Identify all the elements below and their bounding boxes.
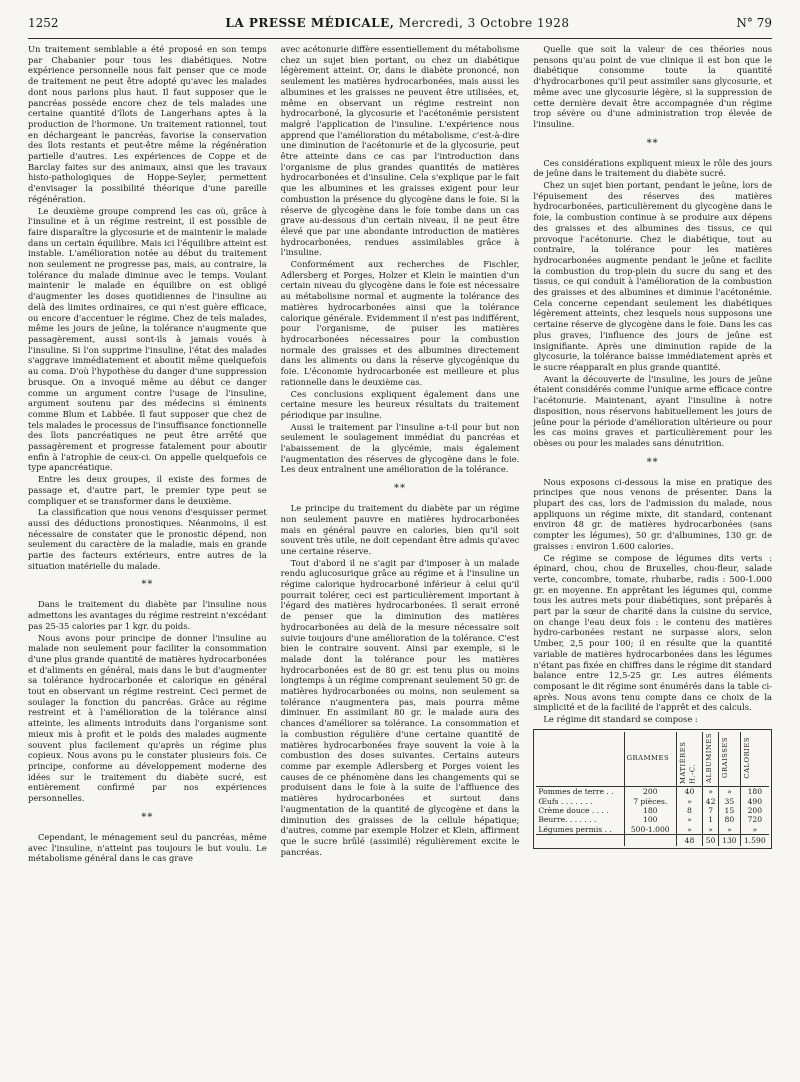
cell-food: Pommes de terre . . bbox=[538, 787, 614, 797]
section-separator: ** bbox=[646, 456, 659, 468]
diet-table bbox=[536, 732, 769, 846]
header-calories: CALORIES bbox=[740, 732, 769, 787]
cell-albumines: » bbox=[703, 825, 719, 835]
paragraph: Entre les deux groupes, il existe des formes de passage et, d'autre part, le premier type peut se compliquer et se transformer dans le deuxième. bbox=[28, 474, 267, 506]
table-row bbox=[536, 787, 769, 797]
cell-hc: » bbox=[676, 797, 702, 806]
cell-grammes: 100 bbox=[624, 815, 676, 824]
cell-food: Beurre. . . . . . . bbox=[538, 815, 597, 825]
paragraph: Ces considérations expliquent mieux le rôle des jours de jeûne dans le traitement du diabète sucré. bbox=[533, 157, 773, 179]
header-graisses: GRAISSES bbox=[719, 732, 740, 787]
cell-graisses: » bbox=[719, 825, 740, 835]
table-header-row bbox=[536, 732, 769, 787]
section-separator: ** bbox=[394, 483, 406, 495]
paragraph: avec acétonurie diffère essentiellement du métabolisme chez un sujet bien portant, ou chez un diabétique légèrement atteint. Or, dans le diabète prononcé, non seulement les matières hydrocarbonées, mais aussi les albumines et les graisses ne peuvent être utilisées, et, même en observant un régime restreint non hydrocarboné, la glycosurie et l'acétonémie persistent malgré l'application de l'insuline. L'expérience nous apprend que l'amélioration du métabolisme, c'est-à-dire une diminution de l'acétonurie et de la glycosurie, peut être atteinte dans ce cas par l'introduction dans l'organisme de plus grandes quantités de matières hydrocarbonées et d'insuline. Cela s'explique par le fait que les albumines et les graisses exigent pour leur combustion la présence du glycogène dans le foie. Si la réserve de glycogène dans le foie tombe dans un cas grave au-dessous d'un certain niveau, il ne peut être élevé que par une abondante introduction de matières hydrocarbonées, rendues assimilables grâce à l'insuline. bbox=[280, 44, 520, 258]
header-hc: MATIÈRES H.-C. bbox=[676, 732, 702, 787]
cell-hc: 40 bbox=[676, 787, 702, 797]
issue-date: Mercredi, 3 Octobre 1928 bbox=[398, 16, 570, 30]
cell-graisses: 80 bbox=[719, 815, 740, 824]
table-row bbox=[536, 815, 769, 824]
cell-grammes: 7 pièces. bbox=[624, 797, 676, 806]
paragraph: Chez un sujet bien portant, pendant le jeûne, lors de l'épuisement des réserves des matières hydrocarbonées, particulièrement du glycogène dans le foie, la combustion continue à se produire aux dépens des graisses et des albumines des tissus, ce qui provoque l'acétonurie. Chez le diabétique, tout au contraire, la tolérance pour les matières hydrocarbonées augmente pendant le jeûne et facilite la combustion du trop-plein du sucre du sang et des tissus, ce qui conduit à l'amélioration de la combustion des graisses et des albumines et diminue l'acétonémie. Cela concerne cependant seulement les diabétiques légèrement atteints, chez lesquels nous supposons une certaine réserve de glycogène dans le foie. Dans les cas plus graves, l'influence des jours de jeûne est insignifiante. Après une diminution rapide de la glycosurie, la tolérance baisse immédiatement après et le sucre réapparaît en plus grande quantité. bbox=[533, 180, 773, 372]
total-hc: 48 bbox=[676, 835, 702, 846]
header-food bbox=[536, 732, 624, 787]
running-head bbox=[225, 16, 569, 30]
column-1 bbox=[28, 44, 267, 1072]
cell-albumines: 42 bbox=[703, 797, 719, 806]
column-3 bbox=[533, 44, 772, 1072]
total-albumines: 50 bbox=[703, 835, 719, 846]
total-calories: 1.590 bbox=[740, 835, 769, 846]
paragraph: Avant la découverte de l'insuline, les jours de jeûne étaient considérés comme l'unique arme efficace contre l'acétonurie. Maintenant, ayant l'insuline à notre disposition, nous réservons habituellement les jours de jeûne pour la période d'amélioration ultérieure ou pour les cas moins graves et particulièrement pour les obèses ou pour les malades sans dénutrition. bbox=[533, 373, 773, 448]
section-separator: ** bbox=[141, 579, 154, 591]
cell-calories: » bbox=[740, 825, 769, 835]
cell-food: Légumes permis . . bbox=[538, 824, 612, 834]
header-rule bbox=[28, 38, 772, 39]
issue-number: N° 79 bbox=[736, 16, 772, 30]
paragraph: Tout d'abord il ne s'agit par d'imposer à un malade rendu aglucosurique grâce au régime et à l'insuline un régime calorique hydrocarboné inférieur à celui qu'il pourrait tolérer, ceci est particulièrement important à l'égard des matières hydrocarbonées. Il serait erroné de penser que la diminution des matières hydrocarbonées au delà de la mesure nécessaire soit suivie toujours d'une amélioration de la tolérance. C'est bien le contraire souvent. Ainsi par exemple, si le malade dont la tolérance pour les matières hydrocarbonées est de 80 gr. est tenu plus ou moins longtemps à un régime comprenant seulement 50 gr. de matières hydrocarbonées ou moins, non seulement sa tolérance n'augmentera pas, mais pourra même diminuer. En assimilant 80 gr. le malade aura des chances d'améliorer sa tolérance. La consommation et la combustion régulière d'une certaine quantité de matières hydrocarbonées fraye souvent la voie à la combustion des doses suivantes. Certains auteurs comme par exemple Adlersberg et Porges voient les causes de ce phénomène dans les changements qui se produisent dans le foie à la suite de l'affluence des matières hydrocarbonées et surtout dans l'augmentation de la quantité de glycogène et dans la diminution des graisses de la cellule hépatique; d'autres, comme par exemple Holzer et Klein, affirment que le sucre brûlé (assimilé) régulièrement excite le pancréas. bbox=[280, 557, 520, 857]
header-grammes: GRAMMES bbox=[624, 732, 676, 787]
paragraph: Conformément aux recherches de Fischler, Adlersberg et Porges, Holzer et Klein le maintien d'un certain niveau du glycogène dans le foie est nécessaire au métabolisme normal et augmente la tolérance des matières hydrocarbonées ainsi que la tolérance calorique générale. Evidemment il n'est pas indifférent, pour l'organisme, de puiser les matières hydrocarbonées nécessaires pour la combustion normale des graisses et des albumines directement dans les aliments ou dans la réserve glycogénique du foie. L'économie hydrocarbonée est meilleure et plus rationnelle dans le deuxième cas. bbox=[280, 259, 520, 387]
table-row bbox=[536, 797, 769, 806]
cell-hc: 8 bbox=[676, 806, 702, 815]
table-row bbox=[536, 825, 769, 835]
paragraph: Nous avons pour principe de donner l'insuline au malade non seulement pour faciliter la consommation d'une plus grande quantité de matières hydrocarbonées et d'aliments en général, mais dans le but d'augmenter sa tolérance hydrocarbonée et calorique en général tout en observant un régime restreint. Ceci permet de soulager la fonction du pancréas. Grâce au régime restreint et à l'amélioration de la tolérance ainsi atteinte, les aliments introduits dans l'organisme sont mieux mis à profit et le poids des malades augmente souvent plus facilement qu'après un régime plus copieux. Nous avons pu le constater plusieurs fois. Ce principe, conforme au développement moderne des idées sur le traitement du diabète sucré, est entièrement confirmé par nos expériences personnelles. bbox=[28, 632, 267, 804]
journal-title: LA PRESSE MÉDICALE, bbox=[225, 16, 395, 30]
cell-albumines: » bbox=[703, 787, 719, 797]
paragraph: Le principe du traitement du diabète par un régime non seulement pauvre en matières hydrocarbonées mais en général pauvre en calories, bien qu'il soit souvent très utile, ne doit cependant être admis qu'avec une certaine réserve. bbox=[280, 503, 520, 556]
cell-food: Œufs . . . . . . . bbox=[538, 796, 593, 806]
cell-calories: 490 bbox=[740, 797, 769, 806]
page-header bbox=[28, 16, 772, 38]
cell-graisses: » bbox=[719, 787, 740, 797]
paragraph: Le deuxième groupe comprend les cas où, grâce à l'insuline et à un régime restreint, il est possible de faire disparaître la glycosurie et de maintenir le malade dans un certain équilibre. Mais ici l'équilibre atteint est instable. L'amélioration notée au début du traitement non seulement ne progresse pas, mais, au contraire, la tolérance du malade diminue avec le temps. Voulant maintenir le malade en équilibre on est obligé d'augmenter les doses quotidiennes de l'insuline au delà des limites ordinaires, ce qui n'est guère efficace, ou encore d'accentuer le régime. Chez de tels malades, même les jours de jeûne, la tolérance n'augmente que passagèrement, aussi sont-ils à jamais voués à l'insuline. Si l'on supprime l'insuline, l'état des malades s'aggrave immédiatement et aboutit même quelquefois au coma. D'où l'hypothèse du danger d'une suppression brusque. On a invoqué même au début ce danger comme un argument contre l'usage de l'insuline, argument soutenu par des médecins si éminents comme Blum et Labbée. Il faut supposer que chez de tels malades le processus de l'insuffisance fonctionnelle des îlots pancréatiques ne peut être arrêté que passagèrement et progresse fatalement pour aboutir enfin à l'atrophie de ceux-ci. On appelle quelquefois ce type apancréatique. bbox=[28, 205, 267, 473]
cell-empty bbox=[624, 835, 676, 846]
table-total-row bbox=[536, 835, 769, 846]
section-separator: ** bbox=[141, 811, 154, 823]
paragraph: Un traitement semblable a été proposé en son temps par Chabanier pour tous les diabétiques. Notre expérience personnelle nous fait penser que ce mode de traitement ne peut être adopté qu'avec les malades dont nous parlons plus haut. Il faut supposer que le pancréas possède encore chez de tels malades une certaine quantité d'îlots de Langerhans aptes à la production de l'hormone. Un traitement rationnel, tout en déchargeant le pancréas, favorise la conservation des îlots restants et peut-être même la régénération partielle d'autres. Les expériences de Coppe et de Barclay faites sur des animaux, ainsi que les travaux histo-pathologiques de Hoppe-Seyler, permettent d'envisager la possibilité théorique d'une pareille régénération. bbox=[28, 44, 267, 204]
paragraph: Cependant, le ménagement seul du pancréas, même avec l'insuline, n'atteint pas toujours le but voulu. Le métabolisme général dans le cas grave bbox=[28, 831, 267, 864]
cell-graisses: 35 bbox=[719, 797, 740, 806]
paragraph: Ce régime se compose de légumes dits verts : épinard, chou, chou de Bruxelles, chou-fleur, salade verte, concombre, tomate, rhubarbe, radis : 500-1.000 gr. en moyenne. En apprêtant les légumes qui, comme tous les autres mets pour diabétiques, sont préparés à part par la sœur de charité dans la cuisine du service, on change l'eau deux fois : le contenu des matières hydro-carbonées restant ne surpasse alors, selon Umber, 2,5 pour 100; il en résulte que la quantité variable de matières hydrocarbonées dans les légumes n'étant pas fixée en chiffres dans le régime dit standard balance entre 12,5-25 gr. Les autres éléments composant le dit régime sont énumérés dans la table ci-après. Nous avons tenu compte dans ce choix de la simplicité et de la facilité de l'apprêt et des calculs. bbox=[533, 552, 773, 713]
diet-table-frame bbox=[533, 729, 772, 849]
cell-grammes: 180 bbox=[624, 806, 676, 815]
cell-calories: 720 bbox=[740, 815, 769, 824]
cell-empty bbox=[536, 835, 624, 846]
paragraph: Dans le traitement du diabète par l'insuline nous admettons les avantages du régime restreint n'excédant pas 25-35 calories par 1 kgr. du poids. bbox=[28, 599, 267, 631]
paragraph: Aussi le traitement par l'insuline a-t-il pour but non seulement le soulagement immédiat du pancréas et l'abaissement de la glycémie, mais également l'augmentation des réserves de glycogène dans le foie. Les deux entraînent une amélioration de la tolérance. bbox=[280, 421, 520, 475]
paragraph: Nous exposons ci-dessous la mise en pratique des principes que nous venons de présenter. Dans la plupart des cas, lors de l'admission du malade, nous appliquons un régime mixte, dit standard, contenant environ 48 gr. de matières hydrocarbonées (sans compter les légumes), 50 gr. d'albumines, 130 gr. de graisses : environ 1.600 calories. bbox=[533, 476, 773, 551]
section-separator: ** bbox=[646, 137, 659, 149]
cell-hc: » bbox=[676, 815, 702, 824]
paragraph: La classification que nous venons d'esquisser permet aussi des déductions pronostiques. Néanmoins, il est nécessaire de constater que le pronostic dépend, non seulement du caractère de la maladie, mais en grande partie des facteurs extérieurs, entre autres de la situation matérielle du malade. bbox=[28, 507, 267, 571]
text-columns bbox=[28, 44, 772, 1072]
cell-grammes: 500-1.000 bbox=[624, 825, 676, 835]
cell-food: Crème douce . . . . bbox=[538, 806, 609, 815]
header-albumines: ALBUMINES bbox=[703, 732, 719, 787]
cell-hc: » bbox=[676, 825, 702, 835]
total-graisses: 130 bbox=[719, 835, 740, 846]
paragraph: Le régime dit standard se compose : bbox=[543, 714, 698, 725]
cell-albumines: 1 bbox=[703, 815, 719, 824]
cell-calories: 180 bbox=[740, 787, 769, 797]
paragraph: Quelle que soit la valeur de ces théories nous pensons qu'au point de vue clinique il est bon que le diabétique consomme toute la quantité d'hydrocarbones qu'il peut assimiler sans glycosurie, et même avec une glycosurie légère, si la suppression de cette dernière devait être accompagnée d'un régime trop sévère ou d'une administration trop élevée de l'insuline. bbox=[533, 44, 773, 129]
cell-albumines: 7 bbox=[703, 806, 719, 815]
cell-grammes: 200 bbox=[624, 787, 676, 797]
paragraph: Ces conclusions expliquent également dans une certaine mesure les heureux résultats du traitement périodique par insuline. bbox=[280, 388, 520, 420]
table-row bbox=[536, 806, 769, 815]
page-number: 1252 bbox=[28, 16, 59, 30]
cell-graisses: 15 bbox=[719, 806, 740, 815]
cell-calories: 200 bbox=[740, 806, 769, 815]
column-2 bbox=[281, 44, 520, 1072]
